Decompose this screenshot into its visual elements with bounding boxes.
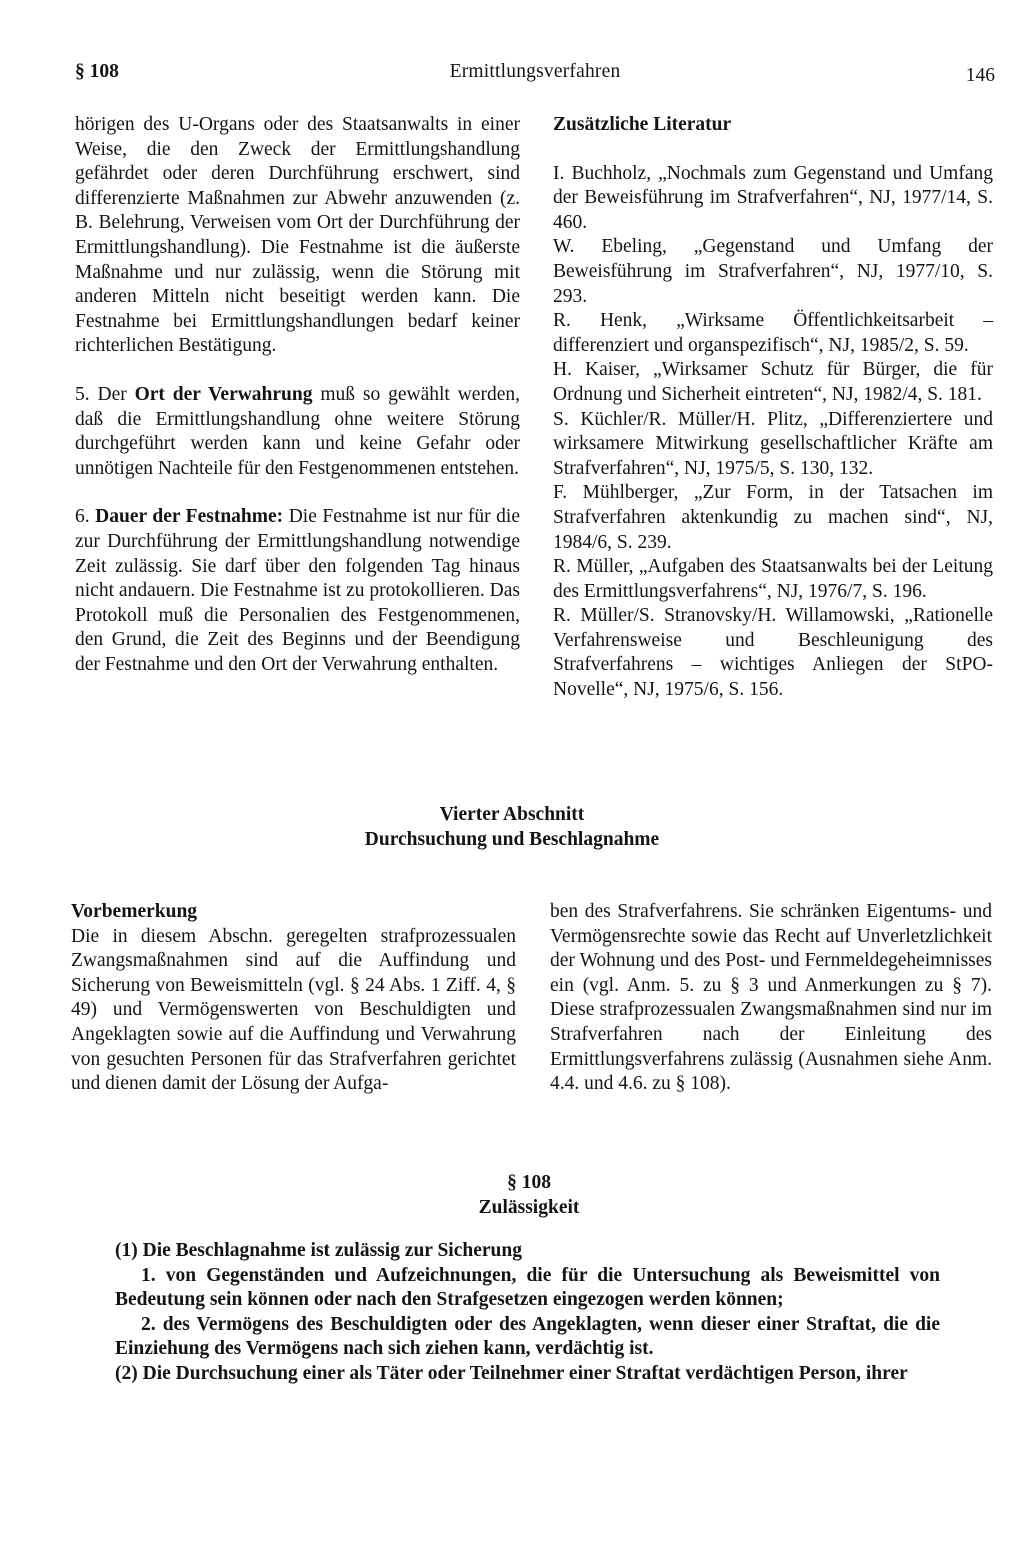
literature-entry: R. Müller/S. Stranovsky/H. Willamowski, „Rationelle Verfahrensweise und Beschleunigung des Strafverfahrens – wichtiges Anliegen der StPO-Novelle“, NJ, 1975/6, S. 156.	[553, 605, 993, 701]
paragraph-heading	[0, 1171, 1024, 1220]
preface-right-column	[550, 900, 992, 1097]
law-subsection-1: (1) Die Beschlagnahme ist zulässig zur Sicherung	[115, 1240, 522, 1261]
paragraph-number: § 108	[507, 1172, 551, 1193]
page-header	[75, 60, 995, 90]
literature-entry: I. Buchholz, „Nochmals zum Gegenstand und Umfang der Beweisführung im Strafverfahren“, NJ, 1977/14, S. 460.	[553, 162, 993, 233]
literature-title: Zusätzliche Literatur	[553, 114, 732, 135]
literature-entry: R. Müller, „Aufgaben des Staatsanwalts bei der Leitung des Ermittlungsverfahrens“, NJ, 1976/7, S. 196.	[553, 556, 993, 602]
commentary-paragraph-6: 6. Dauer der Festnahme: Die Festnahme ist nur für die zur Durchführung der Ermittlungshandlung notwendige Zeit zulässig. Sie darf über den folgenden Tag hinaus nicht andauern. Die Festnahme ist zu protokollieren. Das Protokoll muß die Personalien des Festgenommenen, den Grund, die Zeit des Beginns und der Beendigung der Festnahme und den Ort der Verwahrung enthalten.	[75, 506, 521, 675]
literature-entry: W. Ebeling, „Gegenstand und Umfang der Beweisführung im Strafverfahren“, NJ, 1977/10, S. 293.	[553, 236, 993, 307]
law-text	[115, 1239, 940, 1387]
literature-entry: S. Küchler/R. Müller/H. Plitz, „Differenziertere und wirksamere Mitwirkung gesellschaftlicher Kräfte am Strafverfahren“, NJ, 1975/5, S. 130, 132.	[553, 408, 993, 479]
literature-entry: R. Henk, „Wirksame Öffentlichkeitsarbeit – differenziert und organspezifisch“, NJ, 1985/2, S. 59.	[553, 310, 993, 356]
literature-column	[553, 113, 993, 703]
page-number: 146	[965, 65, 995, 86]
preface-title: Vorbemerkung	[71, 901, 198, 922]
paragraph-title: Zulässigkeit	[478, 1196, 580, 1218]
commentary-paragraph-5: 5. Der Ort der Verwahrung muß so gewählt werden, daß die Ermittlungshandlung ohne weitere Störung durchgeführt werden kann und keine Gefahr oder unnötigen Nachteile für den Festgenommenen entstehen.	[75, 383, 520, 479]
left-column-top	[75, 113, 520, 677]
preface-text-right: ben des Strafverfahrens. Sie schränken Eigentums- und Vermögensrechte sowie das Recht auf Unverletzlichkeit der Wohnung und des Post- und Fernmeldegeheimnisses ein (vgl. Anm. 5. zu § 3 und Anmerkungen zu § 7). Diese strafprozessualen Zwangsmaßnahmen sind nur im Strafverfahren nach der Einleitung des Ermittlungsverfahrens zulässig (Ausnahmen siehe Anm. 4.4. und 4.6. zu § 108).	[550, 901, 992, 1095]
literature-entry: F. Mühlberger, „Zur Form, in der Tatsachen im Strafverfahren aktenkundig zu machen sind“, NJ, 1984/6, S. 239.	[553, 482, 993, 553]
bold-term: Dauer der Festnahme:	[95, 506, 284, 528]
section-heading-line1: Vierter Abschnitt	[439, 804, 585, 825]
header-section-number: § 108	[75, 61, 119, 82]
header-title: Ermittlungsverfahren	[449, 61, 621, 82]
bold-term: Ort der Verwahrung	[134, 383, 313, 405]
law-subsection-2: (2) Die Durchsuchung einer als Täter oder Teilnehmer einer Straftat verdächtigen Person, ihrer	[115, 1362, 908, 1384]
section-heading-line2: Durchsuchung und Beschlagnahme	[364, 828, 660, 850]
preface-text-left: Die in diesem Abschn. geregelten strafprozessualen Zwangsmaßnahmen sind auf die Auffindung und Sicherung von Beweismitteln (vgl. § 24 Abs. 1 Ziff. 4, § 49) und Vermögenswerten von Beschuldigten und Angeklagten sowie auf die Auffindung und Verwahrung von gesuchten Personen für das Strafverfahren gerichtet und dienen damit der Lösung der Aufga-	[71, 925, 516, 1095]
law-item-1: 1. von Gegenständen und Aufzeichnungen, die für die Untersuchung als Beweismittel von Bedeutung sein können oder nach den Strafgesetzen eingezogen werden können;	[115, 1264, 940, 1311]
literature-entry: H. Kaiser, „Wirksamer Schutz für Bürger, die für Ordnung und Sicherheit eintreten“, NJ, 1982/4, S. 181.	[553, 359, 993, 405]
preface-left-column	[71, 900, 516, 1097]
commentary-paragraph: hörigen des U-Organs oder des Staatsanwalts in einer Weise, die den Zweck der Ermittlungshandlung gefährdet oder deren Durchführung erschwert, sind differenzierte Maßnahmen zur Abwehr anzuwenden (z. B. Belehrung, Verweisen vom Ort der Durchführung der Ermittlungshandlung). Die Festnahme ist die äußerste Maßnahme und nur zulässig, wenn die Störung mit anderen Mitteln nicht beseitigt werden kann. Die Festnahme bei Ermittlungshandlungen bedarf keiner richterlichen Bestätigung.	[75, 114, 520, 357]
section-heading	[0, 803, 1024, 852]
law-item-2: 2. des Vermögens des Beschuldigten oder des Angeklagten, wenn dieser einer Straftat, die die Einziehung des Vermögens nach sich ziehen kann, verdächtig ist.	[115, 1313, 940, 1360]
